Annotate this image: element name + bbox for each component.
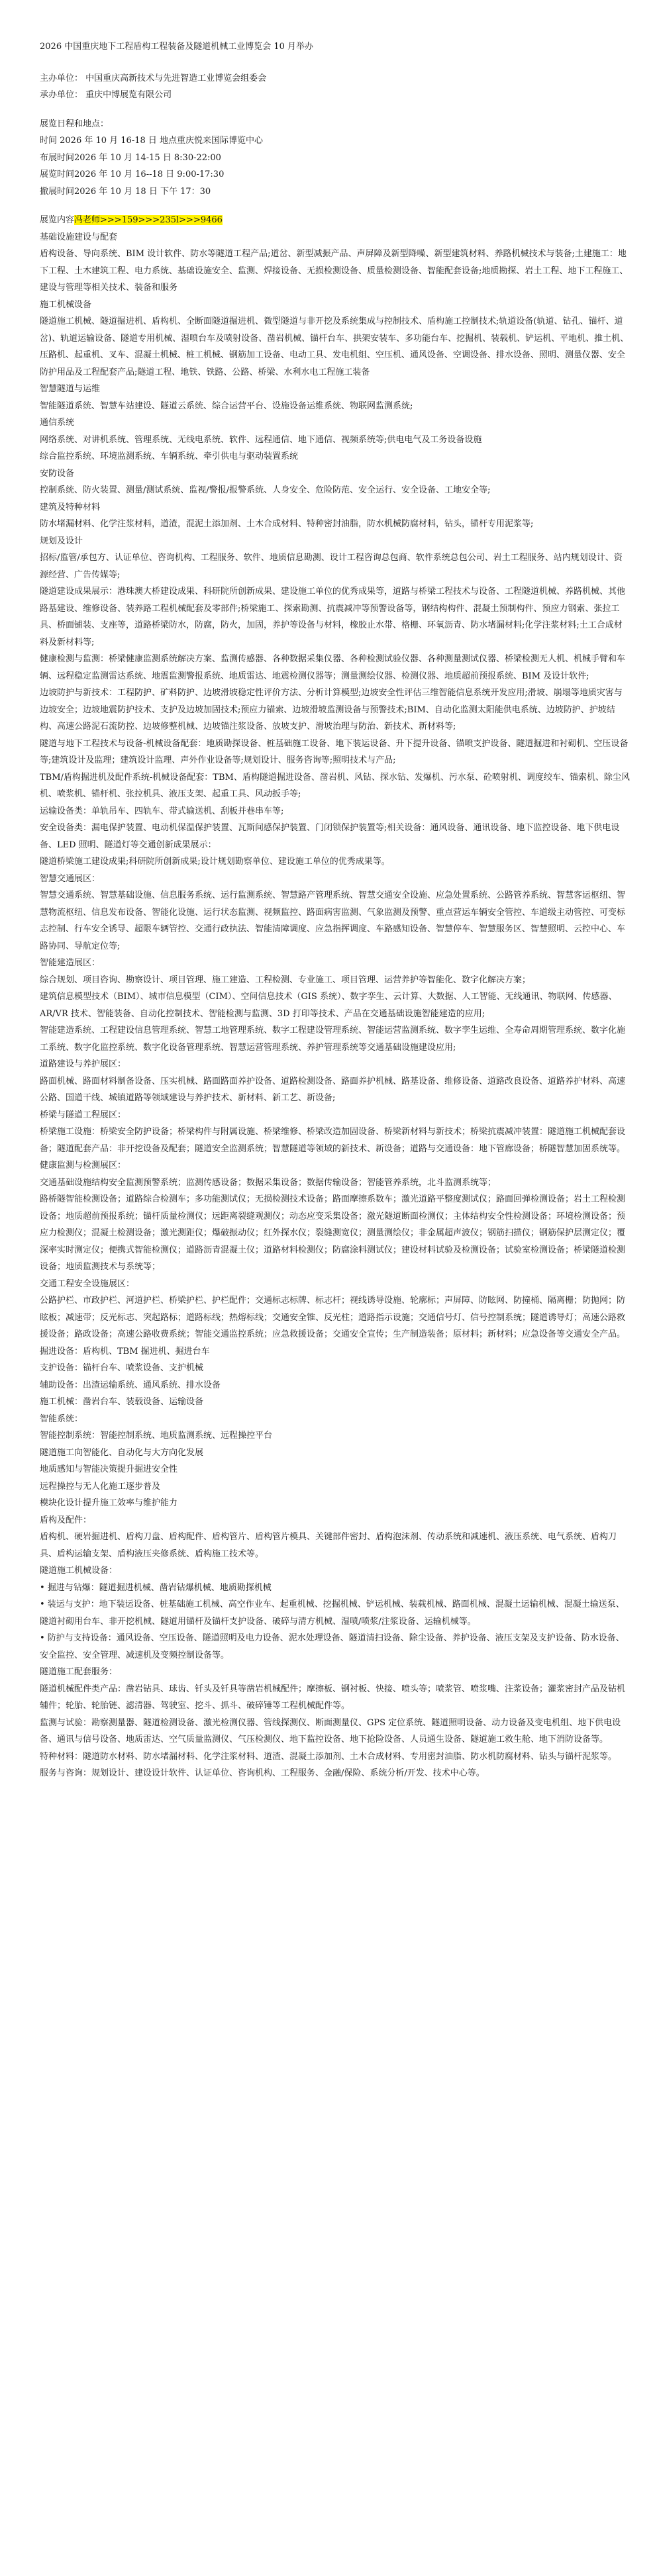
scope-paragraph: 规划及设计 — [40, 536, 83, 546]
scope-paragraph: 公路护栏、市政护栏、河道护栏、桥梁护栏、护栏配件；交通标志标牌、标志杆；视线诱导设施、轮廓标；声屏障、防眩网、防撞桶、隔离栅；防抛网；防眩板；减速带；反光标志、突起路标；道路标线；热熔标线；交通安全锥、反光柱；道路指示设施；交通信号灯、信号控制系统；隧道诱导灯；高速公路救援设备；路政设备；高速公路收费系统；智能交通监控系统；应急救援设备；交通安全宣传；生产制造装备；原材料；新材料；应急设备等交通安全产品。 — [40, 1296, 626, 1339]
scope-paragraph: 服务与咨询：规划设计、建设设计软件、认证单位、咨询机构、工程服务、金融/保险、系统分析/开发、技术中心等。 — [40, 1768, 485, 1778]
schedule-line: 布展时间2026 年 10 月 14-15 日 8:30-22:00 — [40, 152, 221, 163]
scope-paragraph: 综合监控系统、环境监测系统、车辆系统、牵引供电与驱动装置系统 — [40, 452, 299, 461]
scope-paragraph: TBM/盾构掘进机及配件系统-机械设备配套：TBM、盾构隧道掘进设备、凿岩机、风钻、探水钻、发爆机、污水泵、砼喷射机、调度绞车、锚索机、除尘风机、喷浆机、锚杆机、张拉机具、液压支架、起重工具、风动扳手等; — [40, 772, 630, 799]
scope-paragraph: 运输设备类：单轨吊车、四轨车、带式输送机、刮板并巷串车等; — [40, 806, 284, 816]
scope-paragraph: 路面机械、路面材料制备设备、压实机械、路面路面养护设备、道路检测设备、路面养护机械、路基设备、维修设备、道路改良设备、道路养护材料、高速公路、国道干线、城镇道路等领域建设与养护技术、新材料、新工艺、新设备; — [40, 1076, 626, 1103]
scope-paragraph: 隧道桥梁施工建设成果;科研院所创新成果;设计规划勘察单位、建设施工单位的优秀成果等。 — [40, 857, 390, 867]
schedule-line: 撤展时间2026 年 10 月 18 日 下午 17：30 — [40, 186, 211, 197]
scope-paragraph: 智能控制系统：智能控制系统、地质监测系统、远程操控平台 — [40, 1431, 273, 1441]
scope-paragraph: 隧道建设成果展示：港珠澳大桥建设成果、科研院所创新成果、建设施工单位的优秀成果等，道路与桥梁工程技术与设备、工程隧道机械、养路机械、其他路基建设、维修设备、装养路工程机械配套及零部件;桥梁施工、探索勘测、抗震减冲等预警设备等，钢结构构件、混凝土预制构件、预应力钢索、张拉工具、桥面铺装、支座等，道路桥梁防水，防腐，防火，加固，养护等设备与材料，橡胶止水带、格栅、环氧沥青、防水堵漏材料;化学注浆材料;土工合成材料及新材料等; — [40, 587, 626, 647]
scope-paragraph: 盾构及配件： — [40, 1515, 92, 1525]
scope-paragraph: 招标/监管/承包方、认证单位、咨询机构、工程服务、软件、地质信息勘测、设计工程咨询总包商、软件系统总包公司、岩土工程服务、站内规划设计、资源经营、广告传媒等; — [40, 553, 623, 580]
scope-paragraph: 辅助设备：出渣运输系统、通风系统、排水设备 — [40, 1380, 221, 1390]
document-title: 2026 中国重庆地下工程盾构工程装备及隧道机械工业博览会 10 月举办 — [40, 42, 314, 52]
scope-paragraph: 智能隧道系统、智慧车站建设、隧道云系统、综合运营平台、设施设备运维系统、物联网监测系统; — [40, 401, 413, 411]
contact-highlight: 冯老师>>>159>>>235l>>>9466 — [74, 215, 223, 225]
scope-paragraph: 桥梁施工设施：桥梁安全防护设备；桥梁构件与附属设施、桥梁维修、桥梁改造加固设备、桥梁新材料与新技术；桥梁抗震减冲装置：隧道施工机械配套设备；隧道配套产品：非开挖设备及配套；隧道安全监测系统；智慧隧道等领域的新技术、新设备；道路与交通设备：地下管廊设备；桥隧智慧加固系统等。 — [40, 1127, 626, 1154]
scope-paragraph: 健康监测与检测展区： — [40, 1161, 126, 1170]
scope-body — [40, 246, 631, 1782]
scope-paragraph: 盾构设备、导向系统、BIM 设计软件、防水等隧道工程产品;道岔、新型减振产品、声屏障及新型降噪、新型建筑材料、养路机械技术与装备;土建施工：地下工程、土木建筑工程、电力系统、基础设施安全、监测、焊接设备、无损检测设备、质量检测设备、智能配套设备;地质勘探、岩土工程、地下工程施工、建设与管理等相关技术、装备和服务 — [40, 249, 629, 293]
scope-paragraph: 路桥隧智能检测设备；道路综合检测车；多功能测试仪；无损检测技术设备；路面摩擦系数车；激光道路平整度测试仪；路面回弹检测设备；岩土工程检测设备；地质超前预报系统；锚杆质量检测仪；远距离裂缝观测仪；动态应变采集设备；激光隧道断面检测仪；主体结构安全性检测设备；环境检测设备；预应力检测仪；混凝土检测设备；激光测距仪；爆破振动仪；红外探水仪；裂缝测宽仪；测量测绘仪；非金属超声波仪；钢筋扫描仪；钢筋保护层测定仪；覆深率实时测定仪；便携式智能检测仪；道路沥青混凝土仪；道路材料检测仪；防腐涂料测试仪；建设材料试验及检测设备；试验室检测设备；桥梁隧道检测设备；地质监测技术与系统等； — [40, 1194, 626, 1272]
undertaker-line: 承办单位： 重庆中博展览有限公司 — [40, 90, 172, 100]
scope-paragraph: 地质感知与智能决策提升掘进安全性 — [40, 1464, 178, 1474]
scope-paragraph: 智慧隧道与运维 — [40, 384, 101, 394]
scope-paragraph: 隧道施工配套服务： — [40, 1667, 118, 1677]
scope-paragraph: 智慧交通系统、智慧基础设施、信息服务系统、运行监测系统、智慧路产管理系统、智慧交通安全设施、应急处置系统、公路管养系统、智慧客运枢纽、智慧物流枢纽、信息发布设备、智能化设施、运行状态监测、视频监控、路面病害监测、气象监测及预警、重点营运车辆安全管控、车道级主动管控、可变标志控制、行车安全诱导、超限车辆管控、交通行政执法、智能清障调度、应急指挥调度、车路感知设备、智慧停车、智慧服务区、智慧照明、云控中心、车路协同、导航定位等; — [40, 890, 626, 951]
scope-paragraph: 控制系统、防火装置、测量/测试系统、监视/警报/报警系统、人身安全、危险防范、安全运行、安全设备、工地安全等; — [40, 485, 491, 495]
scope-paragraph: 综合规划、项目咨询、勘察设计、项目管理、施工建造、工程检测、专业施工、项目管理、运营养护等智能化、数字化解决方案； — [40, 975, 531, 985]
scope-paragraph: • 防护与支持设备：通风设备、空压设备、隧道照明及电力设备、泥水处理设备、隧道清扫设备、除尘设备、养护设备、液压支架及支护设备、防水设备、安全监控、安全管理、减速机及变频控制设备等。 — [40, 1633, 625, 1660]
scope-paragraph: 边坡防护与新技术：工程防护、矿料防护、边坡滑坡稳定性评价方法、分析计算模型;边坡安全性评估三维智能信息系统开发应用;滑坡、崩塌等地质灾害与边坡安全；边坡地震防护技术、支护及边坡加固技术;预应力锚索、边坡滑坡监测设备与预警技术;BIM、自动化监测太阳能供电系统、边坡防护、护坡结构、高速公路泥石流防控、边坡修整机械、边坡锚注浆设备、放坡支护、滑坡治理与防治、新技术、新材料等; — [40, 688, 623, 732]
scope-paragraph: 远程操控与无人化施工逐步普及 — [40, 1481, 161, 1492]
scope-paragraph: 隧道施工向智能化、自动化与大方向化发展 — [40, 1447, 204, 1458]
scope-heading-label: 展览内容 — [40, 215, 75, 225]
scope-paragraph: 防水堵漏材料、化学注浆材料，道渣，混泥土添加剂、土木合成材料、特种密封油脂，防水机械防腐材料，钻头，锚杆专用泥浆等; — [40, 519, 534, 529]
scope-paragraph: • 掘进与钻爆：隧道掘进机械、凿岩钻爆机械、地质勘探机械 — [40, 1582, 272, 1593]
scope-paragraph: 建筑及特种材料 — [40, 502, 101, 512]
scope-paragraph: 智能系统： — [40, 1413, 83, 1424]
scope-paragraph: 隧道机械配件类产品：凿岩钻具、球齿、钎头及钎具等凿岩机械配件；摩擦板、钢衬板、快接、喷头等；喷浆管、喷浆嘴、注浆设备；灌浆密封产品及钻机辅件；轮胎、轮胎链、滤清器、驾驶室、挖斗、抓斗、破碎锤等工程机械配件等。 — [40, 1684, 626, 1711]
scope-paragraph: 盾构机、硬岩掘进机、盾构刀盘、盾构配件、盾构管片、盾构管片模具、关键部件密封、盾构泡沫剂、传动系统和减速机、液压系统、电气系统、盾构刀具、盾构运输支架、盾构液压夹修系统、盾构施工技术等。 — [40, 1532, 617, 1559]
scope-paragraph: 交通工程安全设施展区： — [40, 1278, 135, 1289]
scope-paragraph: 隧道施工机械设备： — [40, 1566, 118, 1576]
scope-paragraph: 健康检测与监测：桥梁健康监测系统解决方案、监测传感器、各种数据采集仪器、各种检测试验仪器、各种测量测试仪器、桥梁检测无人机、机械手臂和车辆、远程稳定监测雷达系统、地震监测警报系统、地质雷达、地震检测仪器等；测量测绘仪器、检测仪器、地质超前预报系统、BIM 及设计软件; — [40, 654, 626, 681]
scope-paragraph: 智慧交通展区： — [40, 873, 101, 884]
scope-paragraph: 特种材料：隧道防水材料、防水堵漏材料、化学注浆材料、道渣、混凝土添加剂、土木合成材料、专用密封油脂、防水机防腐材料、钻头与锚杆泥浆等。 — [40, 1751, 617, 1762]
schedule-heading: 展览日程和地点： — [40, 119, 109, 129]
schedule-line: 展览时间2026 年 10 月 16--18 日 9:00-17:30 — [40, 169, 225, 179]
scope-paragraph: 交通基础设施结构安全监测预警系统；监测传感设备；数据采集设备；数据传输设备；智能管养系统，北斗监测系统等； — [40, 1177, 497, 1188]
scope-paragraph: 模块化设计提升施工效率与维护能力 — [40, 1498, 178, 1508]
scope-paragraph: 桥梁与隧道工程展区： — [40, 1110, 126, 1120]
scope-paragraph: 支护设备：锚杆台车、喷浆设备、支护机械 — [40, 1363, 204, 1373]
scope-intro: 基础设施建设与配套 — [40, 232, 118, 242]
scope-heading — [40, 212, 631, 229]
scope-paragraph: 施工机械：凿岩台车、装载设备、运输设备 — [40, 1397, 204, 1407]
scope-paragraph: 网络系统、对讲机系统、管理系统、无线电系统、软件、远程通信、地下通信、视频系统等;供电电气及工务设备设施 — [40, 434, 482, 445]
scope-paragraph: 安防设备 — [40, 468, 75, 479]
scope-paragraph: 隧道施工机械、隧道掘进机、盾构机、全断面隧道掘进机、微型隧道与非开挖及系统集成与控制技术、盾构施工控制技术;轨道设备(轨道、钻孔、锚杆、道岔)、轨道运输设备、隧道专用机械、湿喷台车及喷射设备、凿岩机械、锚杆台车、拱架安装车、多功能台车、挖掘机、装载机、铲运机、平地机、推土机、压路机、起重机、叉车、混凝土机械、桩工机械、钢筋加工设备、电动工具、发电机组、空压机、通风设备、空调设备、排水设备、照明、测量仪器、安全防护用品及工程配套产品;隧道工程、地铁、铁路、公路、桥梁、水利水电工程施工装备 — [40, 316, 629, 377]
scope-paragraph: 施工机械设备 — [40, 299, 92, 310]
scope-paragraph: 隧道与地下工程技术与设备-机械设备配套：地质勘探设备、桩基础施工设备、地下装运设备、升下提升设备、锚喷支护设备、隧道掘进和衬砌机、空压设备等;建筑设计及监理；建筑设计监理、声外作业设备等;规划设计、服务咨询等;照明技术与产品; — [40, 738, 629, 765]
scope-paragraph: 建筑信息模型技术（BIM）、城市信息模型（CIM）、空间信息技术（GIS 系统）、数字孪生、云计算、大数据、人工智能、无线通讯、物联网、传感器、AR/VR 技术、智能装备、自动化控制技术、智能检测与监测、3D 打印等技术、产品在交通基础设施智能建造的应用; — [40, 992, 617, 1019]
scope-paragraph: 安全设备类：漏电保护装置、电动机保温保护装置、瓦斯间感保护装置、门闭锁保护装置等;相关设备：通风设备、通讯设备、地下监控设备、地下供电设备、LED 照明、隧道灯等交通创新成果展示： — [40, 823, 620, 850]
scope-paragraph: 道路建设与养护展区： — [40, 1059, 126, 1069]
organizer-line: 主办单位： 中国重庆高新技术与先进智造工业博览会组委会 — [40, 73, 267, 83]
scope-paragraph: 监测与试验：勘察测量器、隧道检测设备、激光检测仪器、管线探测仪、断面测量仪、GPS 定位系统、隧道照明设备、动力设备及变电机组、地下供电设备、通讯与信号设备、地质雷达、空气质量监测仪、气压检测仪、地下监控设备、地下抢险设备、人员通生设备、隧道施工救生舱、地下消防设备等。 — [40, 1717, 621, 1744]
scope-paragraph: 掘进设备：盾构机、TBM 掘进机、掘进台车 — [40, 1346, 210, 1357]
scope-paragraph: 通信系统 — [40, 418, 75, 428]
schedule-line: 时间 2026 年 10 月 16-18 日 地点重庆悦来国际博览中心 — [40, 136, 264, 146]
scope-paragraph: • 装运与支护：地下装运设备、桩基础施工机械、高空作业车、起重机械、挖掘机械、铲运机械、装载机械、路面机械、混凝土运输机械、混凝土输送泵、隧道衬砌用台车、非开挖机械、隧道用锚杆及锚杆支护设备、破碎与清方机械、湿喷/喷浆/注浆设备、运输机械等。 — [40, 1599, 625, 1627]
scope-paragraph: 智能建造系统、工程建设信息管理系统、智慧工地管理系统、数字工程建设管理系统、智能运营监测系统、数字孪生运维、全寿命周期管理系统、数字化施工系统、数字化监控系统、数字化设备管理系统、智慧运营管理系统、养护管理系统等交通基础设施建设应用; — [40, 1026, 626, 1053]
scope-paragraph: 智能建造展区： — [40, 958, 101, 968]
